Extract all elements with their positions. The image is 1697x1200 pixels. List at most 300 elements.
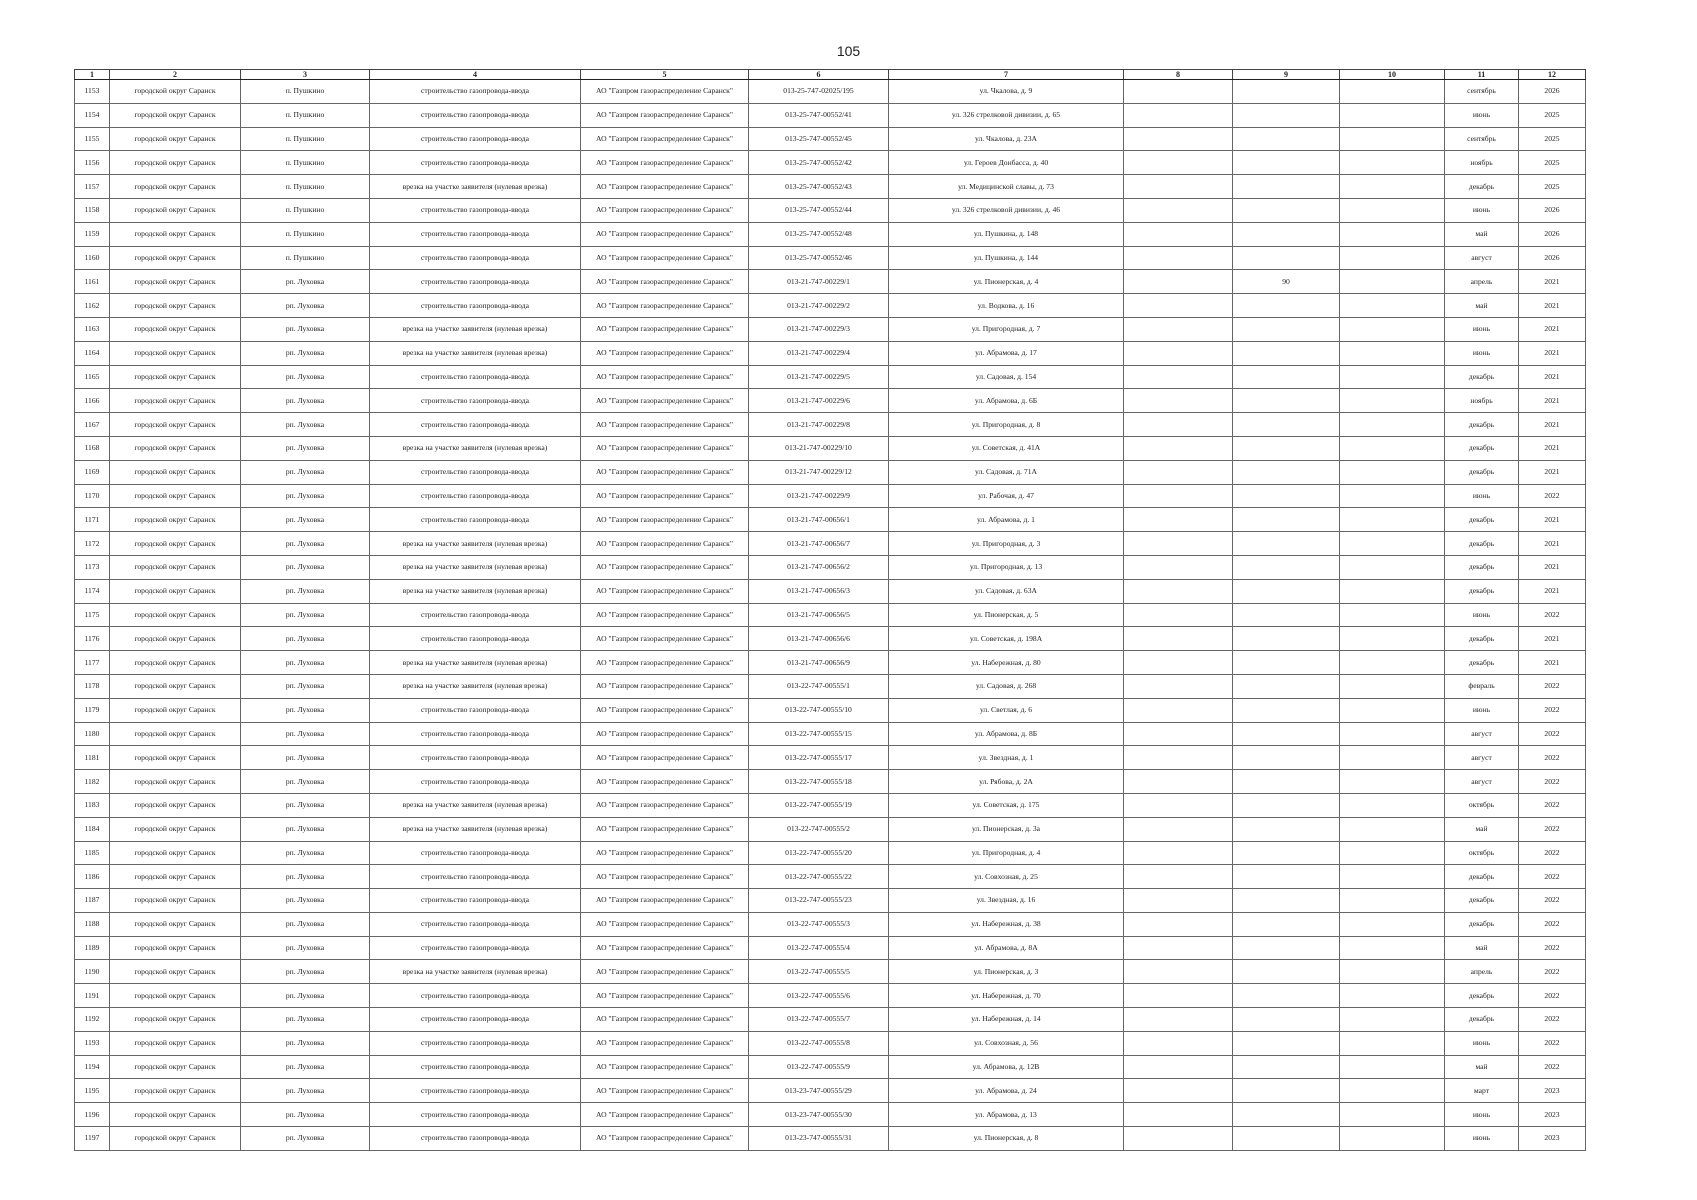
table-row [75, 508, 1586, 532]
organization-cell: АО "Газпром газораспределение Саранск" [581, 317, 749, 341]
row-number-cell: 1164 [75, 341, 110, 365]
col8-cell [1124, 532, 1233, 556]
district-cell: городской округ Саранск [110, 532, 241, 556]
district-cell: городской округ Саранск [110, 460, 241, 484]
month-cell: май [1445, 294, 1519, 318]
contract-number-cell: 013-21-747-00229/12 [749, 460, 889, 484]
col9-cell [1233, 1031, 1340, 1055]
month-cell: ноябрь [1445, 389, 1519, 413]
organization-cell: АО "Газпром газораспределение Саранск" [581, 413, 749, 437]
col8-cell [1124, 413, 1233, 437]
col10-cell [1340, 865, 1445, 889]
row-number-cell: 1158 [75, 198, 110, 222]
col10-cell [1340, 436, 1445, 460]
col10-cell [1340, 246, 1445, 270]
work-type-cell: строительство газопровода-ввода [370, 770, 581, 794]
month-cell: август [1445, 746, 1519, 770]
address-cell: ул. Светлая, д. 6 [889, 698, 1124, 722]
year-cell: 2022 [1519, 1008, 1586, 1032]
address-cell: ул. Пригородная, д. 4 [889, 841, 1124, 865]
organization-cell: АО "Газпром газораспределение Саранск" [581, 270, 749, 294]
year-cell: 2021 [1519, 436, 1586, 460]
col9-cell [1233, 508, 1340, 532]
col8-cell [1124, 175, 1233, 199]
row-number-cell: 1168 [75, 436, 110, 460]
col10-cell [1340, 722, 1445, 746]
organization-cell: АО "Газпром газораспределение Саранск" [581, 80, 749, 104]
district-cell: городской округ Саранск [110, 484, 241, 508]
contract-number-cell: 013-21-747-00656/6 [749, 627, 889, 651]
row-number-cell: 1175 [75, 603, 110, 627]
year-cell: 2021 [1519, 365, 1586, 389]
organization-cell: АО "Газпром газораспределение Саранск" [581, 222, 749, 246]
settlement-cell: рп. Луховка [241, 1079, 370, 1103]
work-type-cell: строительство газопровода-ввода [370, 1079, 581, 1103]
col8-cell [1124, 198, 1233, 222]
column-header: 11 [1445, 70, 1519, 80]
table-row [75, 936, 1586, 960]
column-header: 10 [1340, 70, 1445, 80]
settlement-cell: рп. Луховка [241, 555, 370, 579]
address-cell: ул. Медицинской славы, д. 73 [889, 175, 1124, 199]
col10-cell [1340, 579, 1445, 603]
organization-cell: АО "Газпром газораспределение Саранск" [581, 817, 749, 841]
month-cell: июнь [1445, 198, 1519, 222]
organization-cell: АО "Газпром газораспределение Саранск" [581, 722, 749, 746]
organization-cell: АО "Газпром газораспределение Саранск" [581, 436, 749, 460]
table-row [75, 651, 1586, 675]
work-type-cell: строительство газопровода-ввода [370, 603, 581, 627]
year-cell: 2022 [1519, 770, 1586, 794]
col10-cell [1340, 532, 1445, 556]
address-cell: ул. Пушкина, д. 144 [889, 246, 1124, 270]
col10-cell [1340, 1079, 1445, 1103]
table-row [75, 389, 1586, 413]
row-number-cell: 1187 [75, 889, 110, 913]
year-cell: 2021 [1519, 413, 1586, 437]
month-cell: сентябрь [1445, 127, 1519, 151]
col9-cell [1233, 413, 1340, 437]
contract-number-cell: 013-21-747-00229/4 [749, 341, 889, 365]
table-row [75, 365, 1586, 389]
row-number-cell: 1162 [75, 294, 110, 318]
row-number-cell: 1173 [75, 555, 110, 579]
col10-cell [1340, 127, 1445, 151]
col9-cell [1233, 960, 1340, 984]
year-cell: 2025 [1519, 175, 1586, 199]
col9-cell: 90 [1233, 270, 1340, 294]
col10-cell [1340, 674, 1445, 698]
organization-cell: АО "Газпром газораспределение Саранск" [581, 603, 749, 627]
settlement-cell: рп. Луховка [241, 365, 370, 389]
column-header: 3 [241, 70, 370, 80]
table-row [75, 674, 1586, 698]
row-number-cell: 1176 [75, 627, 110, 651]
work-type-cell: строительство газопровода-ввода [370, 912, 581, 936]
settlement-cell: рп. Луховка [241, 1031, 370, 1055]
col10-cell [1340, 746, 1445, 770]
address-cell: ул. Пригородная, д. 8 [889, 413, 1124, 437]
year-cell: 2022 [1519, 722, 1586, 746]
month-cell: июнь [1445, 698, 1519, 722]
organization-cell: АО "Газпром газораспределение Саранск" [581, 389, 749, 413]
table-row [75, 246, 1586, 270]
year-cell: 2021 [1519, 317, 1586, 341]
settlement-cell: п. Пушкино [241, 151, 370, 175]
col9-cell [1233, 198, 1340, 222]
col10-cell [1340, 841, 1445, 865]
col8-cell [1124, 865, 1233, 889]
month-cell: декабрь [1445, 984, 1519, 1008]
col9-cell [1233, 865, 1340, 889]
col8-cell [1124, 365, 1233, 389]
district-cell: городской округ Саранск [110, 198, 241, 222]
table-row [75, 532, 1586, 556]
year-cell: 2021 [1519, 627, 1586, 651]
work-type-cell: строительство газопровода-ввода [370, 365, 581, 389]
month-cell: июнь [1445, 484, 1519, 508]
page-number: 105 [836, 43, 861, 59]
address-cell: ул. Пионерская, д. 8 [889, 1127, 1124, 1151]
month-cell: октябрь [1445, 841, 1519, 865]
table-row [75, 1127, 1586, 1151]
contract-number-cell: 013-25-747-02025/195 [749, 80, 889, 104]
month-cell: декабрь [1445, 579, 1519, 603]
contract-number-cell: 013-22-747-00555/15 [749, 722, 889, 746]
table-row [75, 222, 1586, 246]
col10-cell [1340, 317, 1445, 341]
work-type-cell: строительство газопровода-ввода [370, 389, 581, 413]
col10-cell [1340, 817, 1445, 841]
row-number-cell: 1191 [75, 984, 110, 1008]
settlement-cell: рп. Луховка [241, 627, 370, 651]
settlement-cell: рп. Луховка [241, 651, 370, 675]
settlement-cell: рп. Луховка [241, 436, 370, 460]
district-cell: городской округ Саранск [110, 555, 241, 579]
col9-cell [1233, 222, 1340, 246]
organization-cell: АО "Газпром газораспределение Саранск" [581, 1008, 749, 1032]
year-cell: 2021 [1519, 508, 1586, 532]
work-type-cell: врезка на участке заявителя (нулевая врезка) [370, 793, 581, 817]
address-cell: ул. Советская, д. 41А [889, 436, 1124, 460]
month-cell: декабрь [1445, 1008, 1519, 1032]
year-cell: 2026 [1519, 80, 1586, 104]
month-cell: август [1445, 770, 1519, 794]
work-type-cell: строительство газопровода-ввода [370, 270, 581, 294]
row-number-cell: 1178 [75, 674, 110, 698]
year-cell: 2021 [1519, 341, 1586, 365]
col8-cell [1124, 317, 1233, 341]
organization-cell: АО "Газпром газораспределение Саранск" [581, 793, 749, 817]
organization-cell: АО "Газпром газораспределение Саранск" [581, 1055, 749, 1079]
month-cell: декабрь [1445, 460, 1519, 484]
contract-number-cell: 013-21-747-00656/3 [749, 579, 889, 603]
address-cell: ул. Совхозная, д. 25 [889, 865, 1124, 889]
district-cell: городской округ Саранск [110, 817, 241, 841]
month-cell: декабрь [1445, 413, 1519, 437]
col8-cell [1124, 1008, 1233, 1032]
col9-cell [1233, 1079, 1340, 1103]
year-cell: 2026 [1519, 198, 1586, 222]
work-type-cell: строительство газопровода-ввода [370, 936, 581, 960]
col9-cell [1233, 151, 1340, 175]
settlement-cell: рп. Луховка [241, 770, 370, 794]
organization-cell: АО "Газпром газораспределение Саранск" [581, 889, 749, 913]
table-row [75, 270, 1586, 294]
col9-cell [1233, 912, 1340, 936]
table-row [75, 603, 1586, 627]
col9-cell [1233, 984, 1340, 1008]
settlement-cell: рп. Луховка [241, 746, 370, 770]
table-row [75, 579, 1586, 603]
address-cell: ул. Садовая, д. 154 [889, 365, 1124, 389]
organization-cell: АО "Газпром газораспределение Саранск" [581, 198, 749, 222]
contract-number-cell: 013-22-747-00555/1 [749, 674, 889, 698]
col10-cell [1340, 984, 1445, 1008]
settlement-cell: рп. Луховка [241, 674, 370, 698]
district-cell: городской округ Саранск [110, 579, 241, 603]
work-type-cell: строительство газопровода-ввода [370, 151, 581, 175]
settlement-cell: рп. Луховка [241, 341, 370, 365]
col8-cell [1124, 341, 1233, 365]
settlement-cell: рп. Луховка [241, 1055, 370, 1079]
work-type-cell: врезка на участке заявителя (нулевая врезка) [370, 960, 581, 984]
district-cell: городской округ Саранск [110, 151, 241, 175]
table-row [75, 317, 1586, 341]
col8-cell [1124, 1103, 1233, 1127]
table-row [75, 484, 1586, 508]
row-number-cell: 1157 [75, 175, 110, 199]
month-cell: декабрь [1445, 889, 1519, 913]
row-number-cell: 1167 [75, 413, 110, 437]
contract-number-cell: 013-21-747-00229/1 [749, 270, 889, 294]
district-cell: городской округ Саранск [110, 246, 241, 270]
col8-cell [1124, 294, 1233, 318]
col9-cell [1233, 770, 1340, 794]
district-cell: городской округ Саранск [110, 889, 241, 913]
month-cell: апрель [1445, 270, 1519, 294]
col8-cell [1124, 1055, 1233, 1079]
year-cell: 2022 [1519, 1055, 1586, 1079]
contract-number-cell: 013-22-747-00555/6 [749, 984, 889, 1008]
col9-cell [1233, 341, 1340, 365]
col9-cell [1233, 175, 1340, 199]
address-cell: ул. Пионерская, д. 3а [889, 817, 1124, 841]
table-row [75, 984, 1586, 1008]
work-type-cell: строительство газопровода-ввода [370, 698, 581, 722]
organization-cell: АО "Газпром газораспределение Саранск" [581, 341, 749, 365]
year-cell: 2022 [1519, 1031, 1586, 1055]
work-type-cell: строительство газопровода-ввода [370, 222, 581, 246]
settlement-cell: п. Пушкино [241, 80, 370, 104]
col9-cell [1233, 103, 1340, 127]
month-cell: май [1445, 936, 1519, 960]
address-cell: ул. Садовая, д. 71А [889, 460, 1124, 484]
row-number-cell: 1156 [75, 151, 110, 175]
table-row [75, 889, 1586, 913]
table-row [75, 793, 1586, 817]
work-type-cell: строительство газопровода-ввода [370, 1008, 581, 1032]
district-cell: городской округ Саранск [110, 746, 241, 770]
year-cell: 2021 [1519, 270, 1586, 294]
address-cell: ул. Набережная, д. 14 [889, 1008, 1124, 1032]
row-number-cell: 1174 [75, 579, 110, 603]
year-cell: 2022 [1519, 912, 1586, 936]
col8-cell [1124, 746, 1233, 770]
col10-cell [1340, 341, 1445, 365]
month-cell: февраль [1445, 674, 1519, 698]
col8-cell [1124, 579, 1233, 603]
contract-number-cell: 013-21-747-00229/3 [749, 317, 889, 341]
year-cell: 2022 [1519, 484, 1586, 508]
col9-cell [1233, 793, 1340, 817]
year-cell: 2023 [1519, 1127, 1586, 1151]
row-number-cell: 1166 [75, 389, 110, 413]
settlement-cell: рп. Луховка [241, 960, 370, 984]
organization-cell: АО "Газпром газораспределение Саранск" [581, 984, 749, 1008]
month-cell: декабрь [1445, 627, 1519, 651]
header-row [75, 70, 1586, 80]
row-number-cell: 1186 [75, 865, 110, 889]
address-cell: ул. Водкова, д. 16 [889, 294, 1124, 318]
row-number-cell: 1171 [75, 508, 110, 532]
settlement-cell: п. Пушкино [241, 198, 370, 222]
district-cell: городской округ Саранск [110, 912, 241, 936]
col10-cell [1340, 413, 1445, 437]
col9-cell [1233, 484, 1340, 508]
month-cell: май [1445, 817, 1519, 841]
col10-cell [1340, 1008, 1445, 1032]
col8-cell [1124, 508, 1233, 532]
month-cell: июнь [1445, 1031, 1519, 1055]
table-row [75, 770, 1586, 794]
settlement-cell: рп. Луховка [241, 270, 370, 294]
col9-cell [1233, 674, 1340, 698]
table-row [75, 460, 1586, 484]
col9-cell [1233, 1127, 1340, 1151]
col8-cell [1124, 270, 1233, 294]
col8-cell [1124, 936, 1233, 960]
district-cell: городской округ Саранск [110, 175, 241, 199]
work-type-cell: строительство газопровода-ввода [370, 1103, 581, 1127]
year-cell: 2022 [1519, 889, 1586, 913]
month-cell: июнь [1445, 103, 1519, 127]
year-cell: 2025 [1519, 127, 1586, 151]
organization-cell: АО "Газпром газораспределение Саранск" [581, 1103, 749, 1127]
organization-cell: АО "Газпром газораспределение Саранск" [581, 555, 749, 579]
work-type-cell: строительство газопровода-ввода [370, 984, 581, 1008]
year-cell: 2022 [1519, 841, 1586, 865]
row-number-cell: 1169 [75, 460, 110, 484]
row-number-cell: 1189 [75, 936, 110, 960]
row-number-cell: 1195 [75, 1079, 110, 1103]
table-row [75, 341, 1586, 365]
col9-cell [1233, 841, 1340, 865]
col10-cell [1340, 1055, 1445, 1079]
settlement-cell: рп. Луховка [241, 317, 370, 341]
work-type-cell: строительство газопровода-ввода [370, 627, 581, 651]
district-cell: городской округ Саранск [110, 127, 241, 151]
organization-cell: АО "Газпром газораспределение Саранск" [581, 484, 749, 508]
district-cell: городской округ Саранск [110, 222, 241, 246]
contract-number-cell: 013-22-747-00555/4 [749, 936, 889, 960]
organization-cell: АО "Газпром газораспределение Саранск" [581, 246, 749, 270]
col10-cell [1340, 294, 1445, 318]
district-cell: городской округ Саранск [110, 984, 241, 1008]
address-cell: ул. Советская, д. 175 [889, 793, 1124, 817]
table-row [75, 1103, 1586, 1127]
col10-cell [1340, 627, 1445, 651]
district-cell: городской округ Саранск [110, 1079, 241, 1103]
col9-cell [1233, 1103, 1340, 1127]
work-type-cell: врезка на участке заявителя (нулевая врезка) [370, 175, 581, 199]
work-type-cell: строительство газопровода-ввода [370, 1055, 581, 1079]
district-cell: городской округ Саранск [110, 294, 241, 318]
row-number-cell: 1172 [75, 532, 110, 556]
district-cell: городской округ Саранск [110, 317, 241, 341]
col8-cell [1124, 555, 1233, 579]
address-cell: ул. Пионерская, д. 4 [889, 270, 1124, 294]
organization-cell: АО "Газпром газораспределение Саранск" [581, 1031, 749, 1055]
col8-cell [1124, 841, 1233, 865]
district-cell: городской округ Саранск [110, 793, 241, 817]
month-cell: май [1445, 1055, 1519, 1079]
col10-cell [1340, 175, 1445, 199]
month-cell: декабрь [1445, 651, 1519, 675]
work-type-cell: строительство газопровода-ввода [370, 1031, 581, 1055]
organization-cell: АО "Газпром газораспределение Саранск" [581, 627, 749, 651]
col10-cell [1340, 889, 1445, 913]
month-cell: декабрь [1445, 912, 1519, 936]
row-number-cell: 1165 [75, 365, 110, 389]
row-number-cell: 1154 [75, 103, 110, 127]
work-type-cell: строительство газопровода-ввода [370, 413, 581, 437]
month-cell: апрель [1445, 960, 1519, 984]
address-cell: ул. Пионерская, д. 5 [889, 603, 1124, 627]
contract-number-cell: 013-21-747-00656/5 [749, 603, 889, 627]
table-row [75, 80, 1586, 104]
col10-cell [1340, 80, 1445, 104]
district-cell: городской округ Саранск [110, 270, 241, 294]
organization-cell: АО "Газпром газораспределение Саранск" [581, 651, 749, 675]
row-number-cell: 1190 [75, 960, 110, 984]
work-type-cell: врезка на участке заявителя (нулевая врезка) [370, 674, 581, 698]
table-row [75, 436, 1586, 460]
col9-cell [1233, 651, 1340, 675]
month-cell: декабрь [1445, 555, 1519, 579]
col9-cell [1233, 460, 1340, 484]
district-cell: городской округ Саранск [110, 603, 241, 627]
col8-cell [1124, 127, 1233, 151]
contract-number-cell: 013-25-747-00552/46 [749, 246, 889, 270]
address-cell: ул. Абрамова, д. 12В [889, 1055, 1124, 1079]
contract-number-cell: 013-21-747-00656/7 [749, 532, 889, 556]
contract-number-cell: 013-25-747-00552/43 [749, 175, 889, 199]
contract-number-cell: 013-21-747-00229/5 [749, 365, 889, 389]
district-cell: городской округ Саранск [110, 1127, 241, 1151]
address-cell: ул. Героев Донбасса, д. 40 [889, 151, 1124, 175]
organization-cell: АО "Газпром газораспределение Саранск" [581, 912, 749, 936]
address-cell: ул. Советская, д. 198А [889, 627, 1124, 651]
column-header: 1 [75, 70, 110, 80]
organization-cell: АО "Газпром газораспределение Саранск" [581, 127, 749, 151]
col9-cell [1233, 317, 1340, 341]
col9-cell [1233, 127, 1340, 151]
col10-cell [1340, 1031, 1445, 1055]
table-row [75, 294, 1586, 318]
col8-cell [1124, 770, 1233, 794]
col8-cell [1124, 151, 1233, 175]
